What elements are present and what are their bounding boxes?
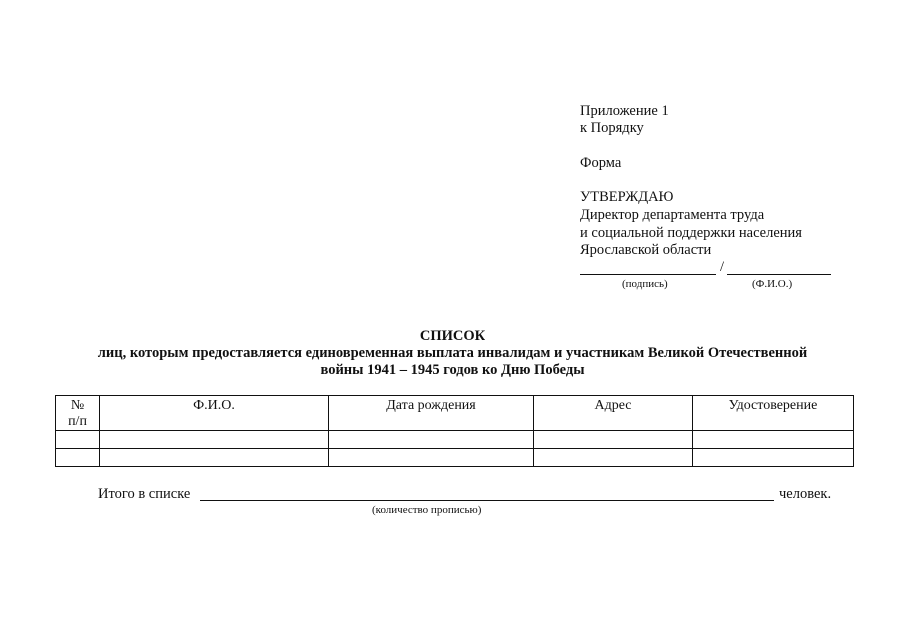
total-label: Итого в списке — [98, 486, 191, 502]
table-cell — [56, 431, 100, 449]
position-line-1: Директор департамента труда — [580, 207, 765, 223]
signature-line — [580, 274, 716, 275]
signature-slash: / — [720, 259, 725, 275]
approve-label: УТВЕРЖДАЮ — [580, 189, 674, 205]
total-suffix: человек. — [779, 486, 832, 502]
document-title: СПИСОК — [419, 328, 486, 344]
table-cell — [693, 449, 854, 467]
column-header-fio-label: Ф.И.О. — [193, 398, 235, 413]
table-cell — [100, 449, 329, 467]
column-header-certificate-label: Удостоверение — [728, 398, 818, 413]
order-reference: к Порядку — [580, 120, 644, 136]
document-subtitle-line-2: войны 1941 – 1945 годов ко Дню Победы — [320, 362, 585, 378]
position-line-3: Ярославской области — [580, 242, 712, 258]
total-fill-line — [200, 500, 774, 501]
name-line — [727, 274, 831, 275]
table-row — [56, 431, 854, 449]
column-header-birthdate-label: Дата рождения — [386, 398, 476, 413]
table-cell — [693, 431, 854, 449]
signature-caption: (подпись) — [622, 278, 668, 290]
table-cell — [329, 449, 534, 467]
table-cell — [56, 449, 100, 467]
recipients-table — [55, 395, 854, 467]
table-header-row — [56, 396, 854, 431]
position-line-2: и социальной поддержки населения — [580, 225, 802, 241]
form-label: Форма — [580, 155, 622, 171]
table-cell — [534, 449, 693, 467]
name-caption: (Ф.И.О.) — [752, 278, 793, 290]
table-cell — [329, 431, 534, 449]
column-header-number-line1: № — [70, 398, 85, 413]
document-subtitle-line-1: лиц, которым предоставляется единовременная выплата инвалидам и участникам Великой Отечественной — [97, 345, 808, 361]
column-header-number-line2: п/п — [68, 414, 87, 429]
column-header-certificate — [693, 396, 854, 431]
table-cell — [534, 431, 693, 449]
total-caption: (количество прописью) — [372, 504, 482, 516]
appendix-label: Приложение 1 — [580, 103, 669, 119]
column-header-address — [534, 396, 693, 431]
table-cell — [100, 431, 329, 449]
table-row — [56, 449, 854, 467]
column-header-fio — [100, 396, 329, 431]
column-header-birthdate — [329, 396, 534, 431]
column-header-address-label: Адрес — [594, 398, 632, 413]
column-header-number — [56, 396, 100, 431]
